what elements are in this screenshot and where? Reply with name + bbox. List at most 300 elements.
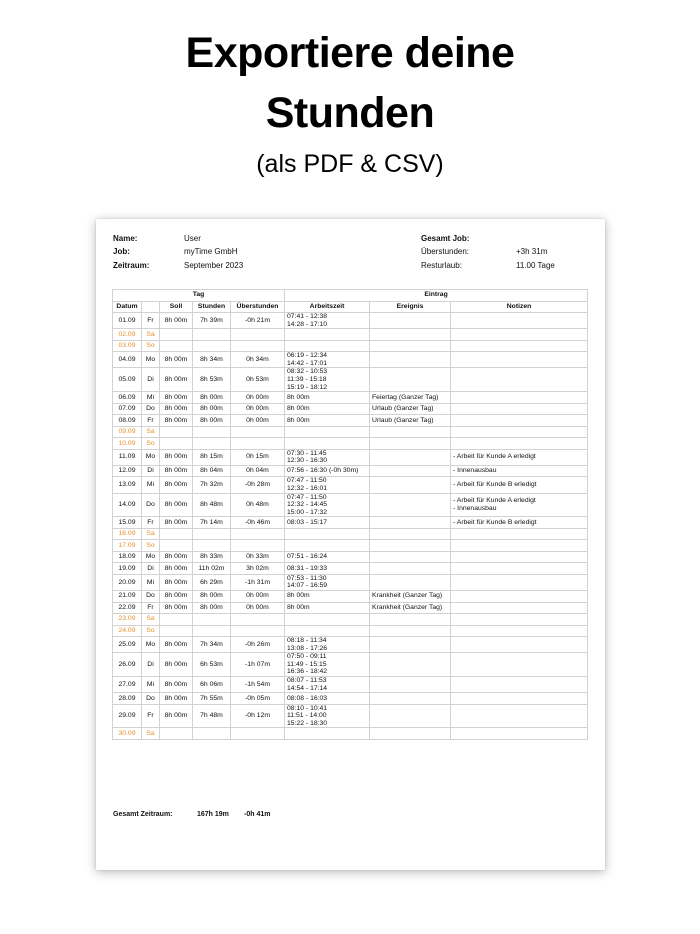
table-row [113,340,588,352]
row-target [160,426,193,438]
row-hours: 7h 32m [193,477,231,493]
column-header-worktime: Arbeitszeit [285,301,370,313]
row-hours: 8h 00m [193,591,231,603]
row-weekday: Fr [142,313,160,329]
row-notes [451,574,588,590]
row-target: 8h 00m [160,403,193,415]
row-overtime: -0h 21m [231,313,285,329]
vacation-label: Resturlaub: [421,261,462,270]
row-hours: 8h 33m [193,551,231,563]
table-row [113,704,588,728]
row-target: 8h 00m [160,551,193,563]
row-date: 17.09 [113,540,142,552]
row-worktime [285,465,370,477]
row-weekday: Sa [142,528,160,540]
row-hours: 8h 00m [193,602,231,614]
row-notes [451,540,588,552]
row-date: 21.09 [113,591,142,603]
row-notes [451,477,588,493]
row-worktime [285,602,370,614]
name-value: User [184,234,201,243]
row-notes [451,637,588,653]
row-weekday: Do [142,493,160,517]
row-overtime: 0h 00m [231,403,285,415]
row-weekday: Do [142,403,160,415]
row-overtime: 0h 00m [231,591,285,603]
row-event [370,477,451,493]
row-worktime-text: 07:30 - 11:45 12:30 - 16:30 [287,449,328,465]
row-worktime-text: 07:50 - 09:11 11:49 - 15:15 16:36 - 18:42 [287,653,328,676]
table-row [113,329,588,341]
row-event [370,551,451,563]
row-event [370,653,451,677]
row-weekday: Mi [142,392,160,404]
row-date: 03.09 [113,340,142,352]
row-hours: 8h 15m [193,449,231,465]
row-event [370,493,451,517]
column-header-target: Soll [160,301,193,313]
row-weekday: Mo [142,551,160,563]
row-worktime [285,313,370,329]
total-job-label: Gesamt Job: [421,234,470,243]
overtime-label: Überstunden: [421,247,470,256]
row-target: 8h 00m [160,352,193,368]
row-weekday: Do [142,591,160,603]
row-overtime [231,329,285,341]
row-date: 16.09 [113,528,142,540]
row-hours [193,426,231,438]
row-date: 20.09 [113,574,142,590]
row-overtime: 0h 00m [231,415,285,427]
row-worktime [285,340,370,352]
row-overtime: -1h 07m [231,653,285,677]
row-event [370,614,451,626]
row-hours: 11h 02m [193,563,231,575]
row-weekday: So [142,438,160,450]
row-overtime: -0h 26m [231,637,285,653]
row-date: 12.09 [113,465,142,477]
row-hours: 8h 00m [193,392,231,404]
row-weekday: So [142,340,160,352]
row-weekday: Mo [142,449,160,465]
table-row [113,477,588,493]
table-row [113,392,588,404]
table-row [113,676,588,692]
row-overtime: 0h 00m [231,602,285,614]
row-worktime-text: 08:08 - 16:03 [287,694,328,702]
row-date: 04.09 [113,352,142,368]
pdf-document-preview [96,219,605,870]
row-date: 09.09 [113,426,142,438]
table-row [113,517,588,529]
table-row [113,591,588,603]
row-overtime: 0h 34m [231,352,285,368]
row-notes [451,625,588,637]
row-event: Urlaub (Ganzer Tag) [370,415,451,427]
row-event: Urlaub (Ganzer Tag) [370,403,451,415]
row-target [160,625,193,637]
row-date: 10.09 [113,438,142,450]
row-event [370,704,451,728]
row-overtime: -0h 12m [231,704,285,728]
row-worktime [285,517,370,529]
row-date: 19.09 [113,563,142,575]
row-weekday: Sa [142,329,160,341]
row-date: 23.09 [113,614,142,626]
row-target: 8h 00m [160,493,193,517]
row-overtime: 0h 04m [231,465,285,477]
row-notes [451,728,588,740]
row-overtime [231,528,285,540]
row-weekday: Sa [142,426,160,438]
row-hours: 8h 34m [193,352,231,368]
row-overtime [231,625,285,637]
headline-line-2: Stunden [265,89,435,137]
row-worktime [285,676,370,692]
row-target [160,614,193,626]
row-date: 27.09 [113,676,142,692]
row-notes [451,602,588,614]
row-event [370,426,451,438]
row-hours: 7h 14m [193,517,231,529]
row-target [160,728,193,740]
row-notes-text: - Arbeit für Kunde B erledigt [453,481,537,489]
row-worktime-text: 08:18 - 11:34 13:08 - 17:26 [287,637,328,652]
row-worktime [285,653,370,677]
row-worktime [285,438,370,450]
row-overtime [231,426,285,438]
row-worktime [285,551,370,563]
row-notes [451,693,588,705]
footer-total-label: Gesamt Zeitraum: [113,811,173,818]
row-worktime [285,415,370,427]
row-event [370,352,451,368]
row-hours [193,329,231,341]
row-overtime: -1h 31m [231,574,285,590]
row-worktime [285,693,370,705]
table-row [113,625,588,637]
footer-total-overtime: -0h 41m [244,811,271,818]
headline-line-1: Exportiere deine [185,29,515,77]
row-overtime: -1h 54m [231,676,285,692]
row-weekday: Fr [142,602,160,614]
row-weekday: Mi [142,574,160,590]
table-row [113,426,588,438]
row-hours: 8h 48m [193,493,231,517]
row-weekday: Mi [142,676,160,692]
row-event [370,540,451,552]
row-worktime-text: 07:47 - 11:50 12:32 - 14:45 15:00 - 17:32 [287,493,328,516]
row-worktime [285,477,370,493]
row-date: 25.09 [113,637,142,653]
row-worktime-text: 08:07 - 11:53 14:54 - 17:14 [287,676,328,692]
row-event [370,438,451,450]
row-overtime: 0h 00m [231,392,285,404]
row-hours: 8h 00m [193,415,231,427]
row-event [370,465,451,477]
row-weekday: Di [142,653,160,677]
row-target: 8h 00m [160,415,193,427]
time-log-table [112,289,588,740]
row-worktime-text: 8h 00m [287,592,310,600]
row-date: 13.09 [113,477,142,493]
row-date: 15.09 [113,517,142,529]
table-row [113,352,588,368]
row-overtime [231,728,285,740]
row-notes [451,704,588,728]
row-target: 8h 00m [160,563,193,575]
row-weekday: Di [142,368,160,392]
row-notes [451,340,588,352]
row-notes [451,528,588,540]
row-notes [451,591,588,603]
row-worktime [285,614,370,626]
row-notes [451,493,588,517]
row-date: 18.09 [113,551,142,563]
row-target: 8h 00m [160,313,193,329]
table-row [113,551,588,563]
row-worktime [285,329,370,341]
row-worktime-text: 06:19 - 12:34 14:42 - 17:01 [287,352,328,367]
row-worktime [285,625,370,637]
row-weekday: Mo [142,637,160,653]
row-event: Krankheit (Ganzer Tag) [370,591,451,603]
row-worktime-text: 8h 00m [287,405,310,413]
row-hours [193,528,231,540]
row-worktime-text: 07:53 - 11:30 14:07 - 16:59 [287,574,328,590]
row-worktime [285,637,370,653]
row-event [370,517,451,529]
row-worktime-text: 08:31 - 19:33 [287,564,328,572]
row-overtime [231,614,285,626]
table-row [113,602,588,614]
name-label: Name: [113,234,138,243]
table-row [113,313,588,329]
row-target: 8h 00m [160,693,193,705]
row-event [370,528,451,540]
row-overtime: 0h 15m [231,449,285,465]
row-overtime: -0h 46m [231,517,285,529]
row-weekday: Di [142,465,160,477]
row-notes [451,614,588,626]
row-worktime [285,403,370,415]
row-hours [193,340,231,352]
row-weekday: So [142,540,160,552]
row-hours [193,728,231,740]
table-row [113,540,588,552]
table-row [113,368,588,392]
job-value: myTime GmbH [184,247,238,256]
row-notes [451,563,588,575]
row-hours: 7h 34m [193,637,231,653]
table-row [113,728,588,740]
table-row [113,465,588,477]
row-date: 30.09 [113,728,142,740]
row-worktime [285,574,370,590]
row-event [370,637,451,653]
row-notes [451,329,588,341]
row-weekday: Do [142,693,160,705]
row-overtime [231,438,285,450]
row-event [370,563,451,575]
row-overtime: -0h 28m [231,477,285,493]
row-overtime: 0h 33m [231,551,285,563]
row-worktime [285,426,370,438]
row-worktime-text: 07:47 - 11:50 12:32 - 16:01 [287,477,328,492]
row-event [370,625,451,637]
row-date: 06.09 [113,392,142,404]
row-event [370,368,451,392]
time-log-body [113,313,588,740]
column-header-overtime: Überstunden [231,301,285,313]
row-worktime [285,493,370,517]
table-row [113,415,588,427]
vacation-value: 11.00 Tage [516,261,555,270]
row-worktime [285,449,370,465]
row-weekday: So [142,625,160,637]
row-notes [451,392,588,404]
row-date: 26.09 [113,653,142,677]
row-target: 8h 00m [160,602,193,614]
row-date: 28.09 [113,693,142,705]
row-notes [451,313,588,329]
footer-total-hours: 167h 19m [197,811,229,818]
row-overtime: -0h 05m [231,693,285,705]
row-weekday: Fr [142,517,160,529]
row-target: 8h 00m [160,368,193,392]
row-event: Krankheit (Ganzer Tag) [370,602,451,614]
row-worktime-text: 8h 00m [287,416,310,424]
row-notes [451,517,588,529]
table-row [113,449,588,465]
column-header-weekday [142,301,160,313]
row-date: 22.09 [113,602,142,614]
row-worktime-text: 07:41 - 12:38 14:28 - 17:10 [287,313,328,328]
row-worktime-text: 8h 00m [287,393,310,401]
row-hours: 7h 48m [193,704,231,728]
overtime-value: +3h 31m [516,247,548,256]
row-target [160,438,193,450]
group-header-day: Tag [113,290,285,302]
table-row [113,493,588,517]
row-worktime [285,728,370,740]
row-weekday: Sa [142,728,160,740]
row-date: 11.09 [113,449,142,465]
row-target: 8h 00m [160,465,193,477]
row-date: 01.09 [113,313,142,329]
row-worktime [285,392,370,404]
table-row [113,693,588,705]
row-worktime [285,704,370,728]
row-notes [451,676,588,692]
row-target: 8h 00m [160,574,193,590]
row-target: 8h 00m [160,591,193,603]
table-row [113,637,588,653]
row-overtime [231,340,285,352]
row-notes [451,653,588,677]
table-row [113,438,588,450]
row-target: 8h 00m [160,517,193,529]
row-event [370,574,451,590]
row-worktime-text: 08:03 - 15:17 [287,518,328,526]
row-event [370,693,451,705]
row-notes [451,438,588,450]
row-date: 29.09 [113,704,142,728]
row-hours: 8h 00m [193,403,231,415]
table-row [113,528,588,540]
table-row [113,403,588,415]
row-worktime-text: 08:32 - 10:53 11:39 - 15:18 15:19 - 18:12 [287,368,328,391]
row-notes [451,551,588,563]
column-header-event: Ereignis [370,301,451,313]
row-worktime [285,352,370,368]
column-header-notes: Notizen [451,301,588,313]
row-overtime: 3h 02m [231,563,285,575]
job-label: Job: [113,247,130,256]
row-target: 8h 00m [160,392,193,404]
row-event [370,340,451,352]
row-target: 8h 00m [160,676,193,692]
row-hours [193,614,231,626]
row-date: 24.09 [113,625,142,637]
row-notes [451,426,588,438]
row-notes-text: - Innenausbau [453,467,497,475]
row-worktime-text: 8h 00m [287,603,310,611]
row-hours: 7h 55m [193,693,231,705]
row-event [370,676,451,692]
row-hours [193,625,231,637]
row-worktime [285,540,370,552]
row-overtime: 0h 48m [231,493,285,517]
row-worktime [285,591,370,603]
row-hours [193,438,231,450]
table-row [113,574,588,590]
row-weekday: Mi [142,477,160,493]
column-header-hours: Stunden [193,301,231,313]
row-target: 8h 00m [160,477,193,493]
row-date: 08.09 [113,415,142,427]
row-notes-text: - Arbeit für Kunde A erledigt [453,453,536,461]
row-worktime-text: 08:10 - 10:41 11:51 - 14:00 15:22 - 18:30 [287,704,328,727]
row-weekday: Fr [142,704,160,728]
row-worktime [285,528,370,540]
row-notes [451,465,588,477]
row-target: 8h 00m [160,704,193,728]
row-target: 8h 00m [160,449,193,465]
row-hours: 6h 29m [193,574,231,590]
row-notes [451,415,588,427]
row-worktime-text: 07:56 - 16:30 (-0h 30m) [287,467,359,475]
row-hours [193,540,231,552]
row-hours: 7h 39m [193,313,231,329]
row-target: 8h 00m [160,653,193,677]
period-label: Zeitraum: [113,261,150,270]
row-notes-text: - Arbeit für Kunde A erledigt - Innenausbau [453,497,536,512]
row-target [160,340,193,352]
row-event [370,449,451,465]
table-row [113,563,588,575]
row-hours: 8h 04m [193,465,231,477]
row-notes [451,368,588,392]
row-weekday: Sa [142,614,160,626]
row-notes [451,449,588,465]
row-event: Feiertag (Ganzer Tag) [370,392,451,404]
row-hours: 6h 06m [193,676,231,692]
column-header-date: Datum [113,301,142,313]
row-worktime [285,563,370,575]
row-target [160,528,193,540]
row-date: 02.09 [113,329,142,341]
